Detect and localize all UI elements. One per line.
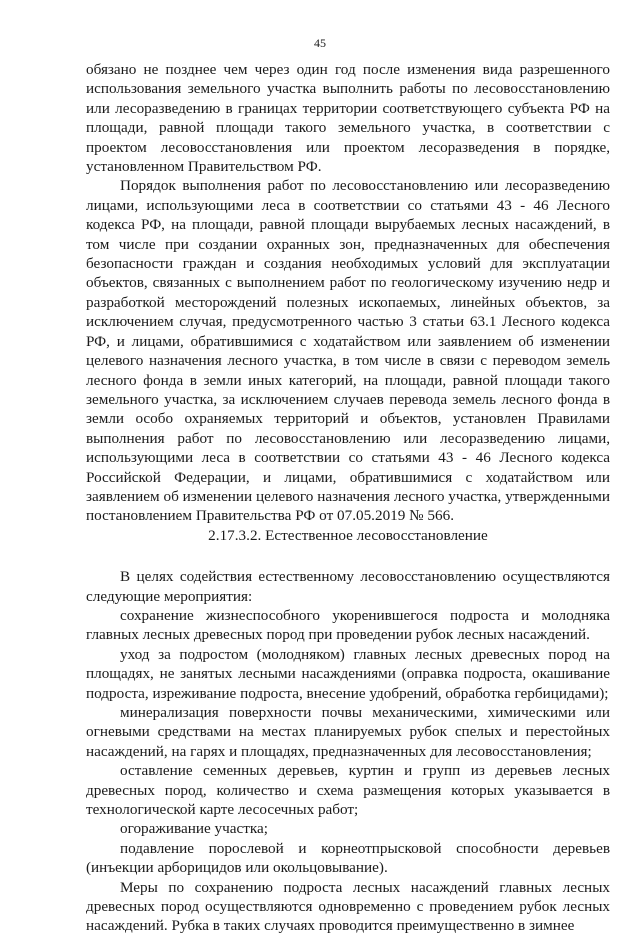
page-number: 45 (314, 36, 326, 50)
measure-item: минерализация поверхности почвы механическими, химическими или огневыми средствами на местах планируемых рубок спелых и перестойных насаждений, на гарях и площадях, предназначенных для лесовосстановления; (86, 704, 610, 760)
paragraph-closing: Меры по сохранению подроста лесных насаждений главных лесных древесных пород осуществляются одновременно с проведением рубок лесных насаждений. Рубка в таких случаях проводится преимущественно в зимнее (86, 878, 610, 935)
measure-item: оставление семенных деревьев, куртин и групп из деревьев лесных древесных пород, количество и схема размещения которых указывается в технологической карте лесосечных работ; (86, 762, 610, 819)
paragraph-procedure: Порядок выполнения работ по лесовосстановлению или лесоразведению лицами, использующими леса в соответствии со статьями 43 - 46 Лесного кодекса РФ, на площади, равной площади вырубаемых лесных насаждений, в том числе при создании охранных зон, предназначенных для обеспечения безопасности граждан и создания необходимых условий для эксплуатации объектов, связанных с выполнением работ по геологическому изучению недр и разработкой месторождений полезных ископаемых, линейных объектов, за исключением случая, предусмотренного частью 3 статьи 63.1 Лесного кодекса РФ, и лицами, обратившимися с ходатайством или заявлением об изменении целевого назначения лесного участка, в том числе в связи с переводом земель лесного фонда в земли иных категорий, на площади, равной площади такого земельного участка, за исключением случаев перевода земель лесного фонда в земли особо охраняемых территорий и объектов, установлен Правилами выполнения работ по лесовосстановлению или лесоразведению лицами, использующими леса в соответствии со статьями 43 - 46 Лесного кодекса Российской Федерации, и лицами, обратившимися с ходатайством или заявлением об изменении целевого назначения лесного участка, утвержденными постановлением Правительства РФ от 07.05.2019 № 566. (86, 177, 610, 525)
paragraph-intro: В целях содействия естественному лесовосстановлению осуществляются следующие мероприятия: (86, 568, 610, 605)
document-body (86, 60, 610, 936)
measure-item: сохранение жизнеспособного укоренившегося подроста и молодняка главных лесных древесных пород при проведении рубок лесных насаждений. (86, 606, 610, 644)
measure-item: огораживание участка; (120, 820, 268, 838)
measure-item: уход за подростом (молодняком) главных лесных древесных пород на площадях, не занятых лесными насаждениями (оправка подроста, окашивание подроста, изреживание подроста, внесение удобрений, обработка гербицидами); (86, 645, 610, 702)
paragraph-continuation: обязано не позднее чем через один год после изменения вида разрешенного использования земельного участка выполнить работы по лесовосстановлению или лесоразведению в границах территории соответствующего субъекта РФ на площади, равной площади такого земельного участка, в соответствии с проектом лесовосстановления или проектом лесоразведения в порядке, установленном Правительством РФ. (86, 61, 610, 176)
section-heading: 2.17.3.2. Естественное лесовосстановление (208, 526, 488, 544)
spacer (86, 545, 610, 567)
measure-item: подавление порослевой и корнеотпрысковой способности деревьев (инъекции арборицидов или окольцовывание). (86, 839, 610, 877)
